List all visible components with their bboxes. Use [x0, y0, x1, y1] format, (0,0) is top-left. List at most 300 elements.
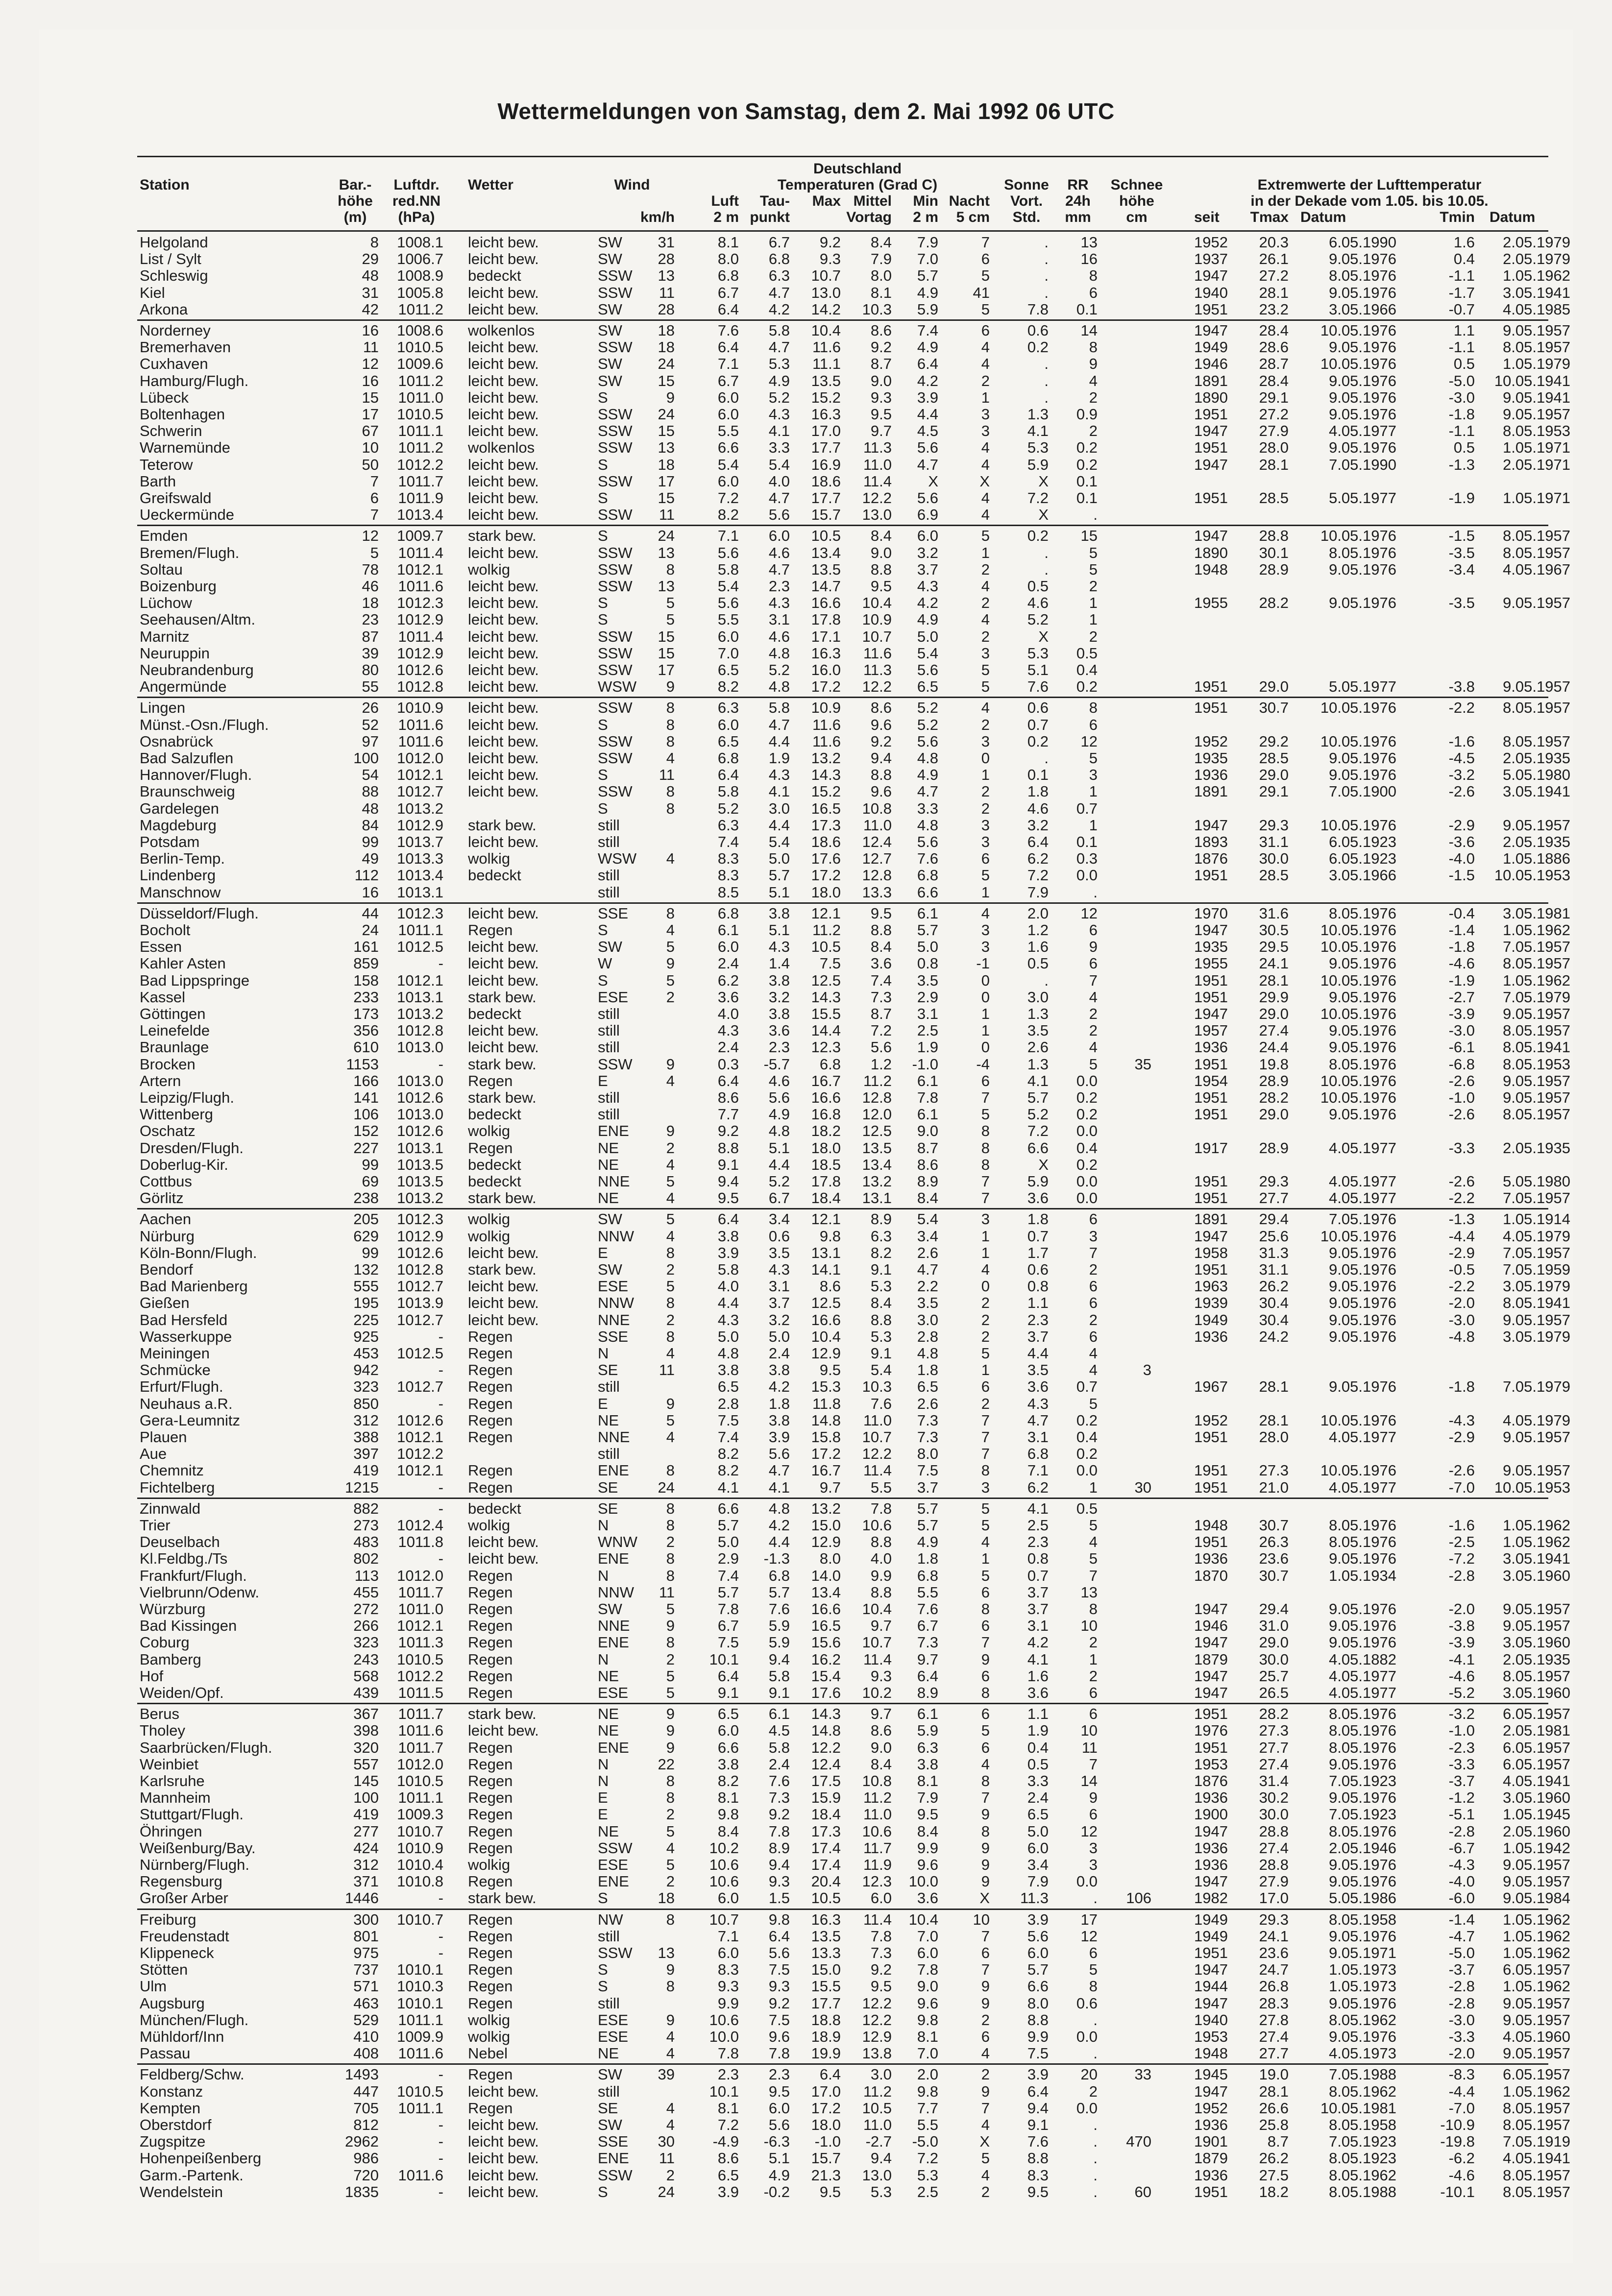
cell-mittel-vortag: 9.3 [870, 1667, 892, 1685]
cell-luftdruck: 1012.1 [397, 971, 443, 989]
cell-seit: 1876 [1194, 1772, 1228, 1789]
extremwerte-header-2: in der Dekade vom 1.05. bis 10.05. [1250, 193, 1489, 209]
cell-min-2m: 5.3 [917, 2166, 938, 2184]
cell-tmax-datum: 9.05.1976 [1329, 1634, 1396, 1651]
cell-wetter: bedeckt [468, 1499, 521, 1517]
cell-wind-dir: ESE [598, 1684, 629, 1701]
cell-tmin-datum: 9.05.1957 [1503, 2045, 1570, 2062]
cell-wind-speed: 18 [658, 1889, 675, 1907]
cell-wind-speed: 8 [666, 560, 675, 578]
cell-wetter: leicht bew. [468, 644, 539, 662]
cell-taupunkt: 3.8 [768, 1005, 790, 1022]
cell-luftdruck: 1013.5 [397, 1156, 443, 1173]
cell-max-vortag: 17.4 [811, 1839, 841, 1857]
cell-taupunkt: 3.6 [768, 1022, 790, 1039]
cell-luftdruck: 1013.4 [397, 506, 443, 524]
cell-min-2m: 7.9 [917, 234, 938, 251]
cell-temp-luft: 5.5 [717, 422, 739, 440]
cell-tmax-datum: 9.05.1971 [1329, 1944, 1396, 1961]
cell-barhoehe: 29 [362, 250, 379, 268]
cell-wind-dir: NE [598, 1411, 619, 1429]
cell-min-2m: 5.7 [917, 921, 938, 939]
cell-min-2m: 9.9 [917, 1839, 938, 1857]
cell-nacht-5cm: 7 [981, 1411, 990, 1429]
cell-mittel-vortag: 6.0 [870, 1889, 892, 1907]
cell-wind-dir: SSW [598, 699, 633, 717]
cell-temp-luft: 10.1 [709, 1650, 739, 1668]
cell-temp-luft: 4.8 [717, 1345, 739, 1362]
cell-min-2m: 9.6 [917, 1856, 938, 1873]
cell-mittel-vortag: 13.0 [862, 506, 892, 524]
cell-mittel-vortag: 9.5 [870, 578, 892, 595]
table-row [39, 783, 1573, 800]
cell-temp-luft: 6.0 [717, 628, 739, 645]
cell-station: Osnabrück [140, 732, 213, 750]
cell-taupunkt: 6.4 [768, 1927, 790, 1945]
cell-tmin: -7.0 [1448, 1478, 1475, 1496]
cell-temp-luft: 9.4 [717, 1173, 739, 1190]
cell-rr: . [1093, 2183, 1098, 2200]
col-sonne-header-1: Sonne [1004, 177, 1049, 193]
cell-max-vortag: 16.6 [811, 1311, 841, 1329]
cell-mittel-vortag: 8.6 [870, 699, 892, 717]
cell-wind-speed: 4 [666, 850, 675, 868]
cell-barhoehe: 39 [362, 644, 379, 662]
cell-wetter: Regen [468, 1478, 513, 1496]
cell-sonne: 0.6 [1027, 699, 1049, 717]
cell-barhoehe: 424 [353, 1839, 379, 1857]
cell-luftdruck: 1012.8 [397, 1022, 443, 1039]
cell-wetter: Regen [468, 1361, 513, 1379]
cell-wind-dir: SSW [598, 732, 633, 750]
cell-luftdruck: 1011.2 [398, 372, 443, 389]
cell-barhoehe: 152 [353, 1122, 379, 1140]
cell-wind-dir: SSW [598, 284, 633, 301]
cell-taupunkt: 5.8 [768, 1739, 790, 1756]
cell-wind-dir: S [598, 527, 608, 545]
cell-tmax-datum: 9.05.1976 [1329, 1311, 1396, 1329]
cell-tmin: -0.7 [1448, 300, 1475, 318]
cell-wetter: leicht bew. [468, 2082, 539, 2100]
cell-wind-dir: still [598, 816, 620, 834]
cell-min-2m: 2.9 [917, 988, 938, 1006]
cell-min-2m: 5.0 [917, 938, 938, 956]
cell-wetter: Regen [468, 1567, 513, 1584]
col-tmin-header: Tmin [1440, 209, 1475, 225]
cell-rr: . [1093, 506, 1098, 524]
table-row [39, 2045, 1573, 2062]
cell-min-2m: 5.5 [917, 2116, 938, 2133]
cell-temp-luft: 6.0 [717, 1722, 739, 1740]
table-row [39, 750, 1573, 767]
cell-barhoehe: 408 [353, 2045, 379, 2062]
cell-sonne: 5.3 [1027, 644, 1049, 662]
cell-max-vortag: 10.5 [811, 938, 841, 956]
cell-sonne: 4.1 [1027, 1499, 1049, 1517]
cell-wetter: leicht bew. [468, 372, 539, 389]
cell-sonne: 0.7 [1027, 1567, 1049, 1584]
cell-tmin-datum: 6.05.1957 [1503, 1755, 1570, 1773]
cell-mittel-vortag: 3.6 [870, 955, 892, 972]
cell-wind-dir: ESE [598, 1278, 629, 1295]
cell-nacht-5cm: 2 [981, 1395, 990, 1412]
col-tmax-datum-header: Datum [1300, 209, 1346, 225]
cell-luftdruck: 1011.6 [398, 1722, 443, 1740]
cell-schnee: 470 [1126, 2133, 1151, 2151]
cell-wetter: leicht bew. [468, 699, 539, 717]
cell-tmax: 28.9 [1259, 560, 1289, 578]
cell-sonne: 7.8 [1027, 300, 1049, 318]
cell-barhoehe: 453 [353, 1345, 379, 1362]
cell-tmax-datum: 4.05.1977 [1329, 1478, 1396, 1496]
cell-tmax: 28.8 [1259, 527, 1289, 545]
cell-tmax: 28.1 [1259, 284, 1289, 301]
cell-nacht-5cm: 1 [981, 1227, 990, 1245]
cell-taupunkt: 4.0 [768, 472, 790, 490]
cell-max-vortag: 15.0 [811, 1517, 841, 1534]
table-row [39, 1568, 1573, 1584]
cell-wind-speed: 2 [666, 1806, 675, 1823]
cell-luftdruck: 1013.3 [397, 850, 443, 868]
table-row [39, 2012, 1573, 2029]
cell-tmax: 31.6 [1259, 904, 1289, 922]
cell-taupunkt: 5.1 [768, 921, 790, 939]
cell-temp-luft: 10.1 [709, 2082, 739, 2100]
cell-tmin: -3.3 [1448, 1755, 1475, 1773]
cell-sonne: 5.2 [1027, 1106, 1049, 1123]
cell-wind-dir: SSW [598, 1839, 633, 1857]
cell-wetter: bedeckt [468, 1156, 521, 1173]
cell-wind-dir: SW [598, 2066, 622, 2083]
cell-wind-speed: 11 [659, 506, 675, 524]
cell-min-2m: 6.9 [917, 506, 938, 524]
cell-station: Tholey [140, 1722, 186, 1740]
cell-tmin-datum: 4.05.1979 [1503, 1411, 1570, 1429]
cell-sonne: 6.4 [1027, 833, 1049, 850]
cell-nacht-5cm: 5 [981, 267, 990, 285]
cell-taupunkt: 7.6 [768, 1772, 790, 1789]
cell-wind-dir: N [598, 1567, 609, 1584]
col-rr-header-3: mm [1065, 209, 1091, 225]
cell-taupunkt: 4.8 [768, 644, 790, 662]
cell-tmin-datum: 8.05.1957 [1503, 527, 1570, 545]
cell-tmax-datum: 9.05.1976 [1329, 1617, 1396, 1635]
cell-taupunkt: 3.2 [768, 988, 790, 1006]
cell-mittel-vortag: 10.9 [862, 611, 892, 628]
cell-wind-dir: still [598, 1039, 620, 1056]
cell-station: Garm.-Partenk. [140, 2166, 244, 2184]
cell-tmin: -1.3 [1448, 1210, 1475, 1228]
cell-max-vortag: 16.0 [811, 661, 841, 678]
cell-tmin: -4.1 [1448, 1650, 1475, 1668]
cell-wetter: wolkig [468, 2011, 511, 2029]
cell-tmin: -1.3 [1448, 456, 1475, 473]
cell-seit: 1917 [1194, 1139, 1228, 1157]
cell-wind-dir: ENE [598, 1873, 629, 1890]
cell-min-2m: 3.7 [917, 560, 938, 578]
cell-mittel-vortag: 5.3 [870, 1328, 892, 1345]
table-row [39, 1789, 1573, 1806]
table-row [39, 700, 1573, 716]
cell-tmin-datum: 9.05.1941 [1503, 388, 1570, 406]
cell-barhoehe: 97 [362, 732, 379, 750]
cell-taupunkt: 2.4 [768, 1345, 790, 1362]
cell-rr: 0.2 [1076, 1156, 1098, 1173]
cell-tmin-datum: 9.05.1957 [1503, 406, 1570, 423]
cell-schnee: 3 [1143, 1361, 1151, 1379]
cell-wind-speed: 8 [666, 904, 675, 922]
col-bar-header-2: höhe [338, 193, 373, 209]
cell-tmax-datum: 5.05.1986 [1329, 1889, 1396, 1907]
cell-station: Manschnow [140, 883, 221, 901]
cell-nacht-5cm: 1 [981, 766, 990, 784]
cell-tmin: -2.2 [1448, 699, 1475, 717]
cell-station: Würzburg [140, 1600, 206, 1618]
cell-sonne: . [1044, 284, 1049, 301]
cell-luftdruck: 1010.5 [397, 2082, 443, 2100]
col-tmax-header: Tmax [1250, 209, 1289, 225]
cell-temp-luft: 6.7 [717, 284, 739, 301]
cell-tmin: -1.4 [1448, 1910, 1475, 1928]
cell-sonne: 0.8 [1027, 1550, 1049, 1568]
cell-wetter: stark bew. [468, 1055, 537, 1073]
cell-wetter: leicht bew. [468, 678, 539, 696]
group-separator [137, 902, 1548, 904]
cell-min-2m: 0.8 [917, 955, 938, 972]
cell-wind-speed: 8 [666, 1567, 675, 1584]
cell-luftdruck: 1011.2 [398, 300, 443, 318]
cell-sonne: 8.0 [1027, 1994, 1049, 2012]
cell-mittel-vortag: 10.8 [862, 1772, 892, 1789]
cell-wetter: wolkig [468, 1517, 511, 1534]
cell-temp-luft: 4.3 [717, 1022, 739, 1039]
cell-luftdruck: 1012.2 [397, 1667, 443, 1685]
cell-max-vortag: 9.5 [819, 1361, 841, 1379]
table-row [39, 1039, 1573, 1056]
cell-wind-speed: 22 [658, 1755, 675, 1773]
table-row [39, 251, 1573, 267]
cell-rr: . [1093, 2116, 1098, 2133]
cell-station: Mannheim [140, 1789, 211, 1807]
cell-nacht-5cm: 4 [981, 456, 990, 473]
cell-station: Karlsruhe [140, 1772, 205, 1789]
cell-tmax-datum: 4.05.1977 [1329, 1173, 1396, 1190]
cell-tmax-datum: 10.05.1976 [1320, 1411, 1396, 1429]
cell-temp-luft: 6.4 [717, 1667, 739, 1685]
cell-taupunkt: 3.1 [768, 1278, 790, 1295]
cell-wind-speed: 9 [666, 1722, 675, 1740]
cell-tmin: -1.1 [1448, 422, 1475, 440]
cell-min-2m: 4.3 [917, 578, 938, 595]
cell-sonne: 3.7 [1027, 1583, 1049, 1601]
cell-min-2m: 4.9 [917, 1533, 938, 1551]
cell-tmin: -6.8 [1448, 1055, 1475, 1073]
cell-tmax-datum: 9.05.1976 [1329, 1789, 1396, 1807]
cell-sonne: 5.1 [1027, 661, 1049, 678]
cell-rr: 20 [1080, 2066, 1098, 2083]
cell-tmin-datum: 2.05.1979 [1503, 234, 1570, 251]
cell-mittel-vortag: 11.2 [863, 2082, 892, 2100]
cell-wetter: leicht bew. [468, 661, 539, 678]
cell-wind-speed: 13 [658, 439, 675, 457]
cell-sonne: 4.3 [1027, 1395, 1049, 1412]
cell-tmax: 29.3 [1259, 1173, 1289, 1190]
cell-min-2m: 4.9 [917, 284, 938, 301]
cell-luftdruck: 1010.5 [397, 406, 443, 423]
table-row [39, 389, 1573, 406]
cell-station: Bad Hersfeld [140, 1311, 228, 1329]
cell-tmin-datum: 9.05.1957 [1503, 1462, 1570, 1479]
cell-nacht-5cm: 3 [981, 406, 990, 423]
cell-max-vortag: 17.7 [811, 1994, 841, 2012]
cell-barhoehe: 720 [353, 2166, 379, 2184]
cell-barhoehe: 23 [362, 611, 379, 628]
cell-mittel-vortag: 9.5 [870, 1978, 892, 1995]
cell-wind-speed: 4 [666, 1428, 675, 1446]
cell-min-2m: 1.9 [917, 1039, 938, 1056]
cell-wind-dir: S [598, 594, 608, 612]
cell-luftdruck: 1012.1 [397, 1462, 443, 1479]
cell-luftdruck: 1011.0 [398, 1600, 443, 1618]
cell-temp-luft: 6.6 [717, 439, 739, 457]
cell-min-2m: 5.6 [917, 439, 938, 457]
cell-tmax-datum: 10.05.1976 [1320, 355, 1396, 373]
cell-mittel-vortag: 9.4 [870, 2150, 892, 2167]
cell-tmin: -4.3 [1448, 1856, 1475, 1873]
cell-tmin-datum: 6.05.1957 [1503, 1961, 1570, 1979]
cell-seit: 1936 [1194, 766, 1228, 784]
cell-nacht-5cm: 8 [981, 1462, 990, 1479]
cell-tmin-datum: 2.05.1935 [1503, 1650, 1570, 1668]
table-row [39, 800, 1573, 817]
cell-seit: 1879 [1194, 1650, 1228, 1668]
cell-luftdruck: 1013.1 [397, 883, 443, 901]
cell-tmin-datum: 3.05.1941 [1503, 783, 1570, 800]
cell-nacht-5cm: 2 [981, 372, 990, 389]
cell-nacht-5cm: 4 [981, 2166, 990, 2184]
cell-tmax: 28.2 [1259, 594, 1289, 612]
cell-min-2m: -1.0 [912, 1055, 938, 1073]
cell-max-vortag: 17.0 [811, 422, 841, 440]
cell-seit: 1948 [1194, 1517, 1228, 1534]
cell-taupunkt: 4.7 [768, 1462, 790, 1479]
cell-nacht-5cm: 1 [981, 544, 990, 561]
cell-max-vortag: 15.5 [811, 1978, 841, 1995]
table-row [39, 1995, 1573, 2012]
cell-luftdruck: - [438, 1889, 443, 1907]
cell-min-2m: -5.0 [912, 2133, 938, 2151]
cell-tmin: -3.3 [1448, 1139, 1475, 1157]
cell-wind-speed: 4 [666, 2099, 675, 2117]
cell-wetter: Regen [468, 1961, 513, 1979]
cell-station: Coburg [140, 1634, 190, 1651]
cell-wind-dir: SSW [598, 628, 633, 645]
cell-mittel-vortag: 10.8 [862, 799, 892, 817]
cell-seit: 1936 [1194, 1550, 1228, 1568]
cell-luftdruck: 1013.0 [397, 1106, 443, 1123]
cell-wind-dir: still [598, 1022, 620, 1039]
table-row [39, 1345, 1573, 1362]
cell-tmin-datum: 4.05.1967 [1503, 560, 1570, 578]
cell-sonne: 5.7 [1027, 1961, 1049, 1979]
cell-luftdruck: 1009.3 [397, 1806, 443, 1823]
cell-wetter: leicht bew. [468, 300, 539, 318]
cell-max-vortag: 16.6 [811, 1600, 841, 1618]
cell-station: Frankfurt/Flugh. [140, 1567, 247, 1584]
cell-temp-luft: 3.8 [717, 1227, 739, 1245]
cell-max-vortag: 15.4 [811, 1667, 841, 1685]
cell-tmin-datum: 6.05.1957 [1503, 1705, 1570, 1723]
cell-wetter: bedeckt [468, 1005, 521, 1022]
cell-rr: 0.2 [1076, 1106, 1098, 1123]
cell-station: Hamburg/Flugh. [140, 372, 249, 389]
cell-taupunkt: 9.2 [768, 1994, 790, 2012]
cell-tmin: -10.9 [1440, 2116, 1475, 2133]
cell-barhoehe: 367 [353, 1705, 379, 1723]
cell-wind-dir: still [598, 2082, 620, 2100]
cell-sonne: X [1038, 1156, 1049, 1173]
cell-barhoehe: 1153 [346, 1055, 379, 1073]
cell-seit: 1890 [1194, 388, 1228, 406]
cell-taupunkt: -1.3 [763, 1550, 790, 1568]
cell-temp-luft: 6.0 [717, 1944, 739, 1961]
cell-min-2m: 7.6 [917, 1600, 938, 1618]
cell-wind-dir: still [598, 1089, 620, 1106]
cell-tmin-datum: 4.05.1979 [1503, 1227, 1570, 1245]
cell-schnee: 106 [1126, 1889, 1151, 1907]
cell-sonne: 1.1 [1027, 1294, 1049, 1312]
cell-luftdruck: 1012.9 [397, 1227, 443, 1245]
cell-tmax: 28.1 [1259, 2082, 1289, 2100]
cell-tmin-datum: 8.05.1953 [1503, 1055, 1570, 1073]
table-row [39, 1479, 1573, 1496]
cell-taupunkt: 5.6 [768, 506, 790, 524]
cell-tmax: 21.0 [1259, 1478, 1289, 1496]
cell-sonne: 1.6 [1027, 1667, 1049, 1685]
cell-luftdruck: 1013.1 [397, 988, 443, 1006]
cell-temp-luft: 6.0 [717, 472, 739, 490]
cell-max-vortag: 10.5 [811, 1889, 841, 1907]
cell-taupunkt: 4.2 [768, 1378, 790, 1396]
cell-sonne: 5.3 [1027, 439, 1049, 457]
cell-min-2m: 5.7 [917, 1517, 938, 1534]
cell-tmin: -7.0 [1448, 2099, 1475, 2117]
cell-wetter: leicht bew. [468, 506, 539, 524]
cell-station: Stötten [140, 1961, 188, 1979]
cell-seit: 1976 [1194, 1722, 1228, 1740]
cell-luftdruck: 1011.6 [398, 578, 443, 595]
cell-wetter: leicht bew. [468, 1278, 539, 1295]
cell-tmax: 28.4 [1259, 372, 1289, 389]
cell-barhoehe: 225 [353, 1311, 379, 1329]
cell-tmax-datum: 9.05.1976 [1329, 284, 1396, 301]
table-row [39, 2167, 1573, 2184]
cell-seit: 1876 [1194, 850, 1228, 868]
cell-tmax-datum: 1.05.1973 [1329, 1978, 1396, 1995]
cell-temp-luft: 5.8 [717, 1261, 739, 1278]
cell-rr: 0.0 [1076, 1072, 1098, 1089]
table-row [39, 717, 1573, 733]
col-schnee-header-2: höhe [1119, 193, 1154, 209]
cell-nacht-5cm: -4 [976, 1055, 990, 1073]
cell-wetter: leicht bew. [468, 2183, 539, 2200]
cell-barhoehe: 31 [362, 284, 379, 301]
cell-mittel-vortag: 12.7 [862, 850, 892, 868]
cell-sonne: 3.2 [1027, 816, 1049, 834]
cell-taupunkt: 4.2 [768, 300, 790, 318]
cell-tmin: -3.0 [1448, 1311, 1475, 1329]
cell-rr: 3 [1089, 1839, 1098, 1857]
